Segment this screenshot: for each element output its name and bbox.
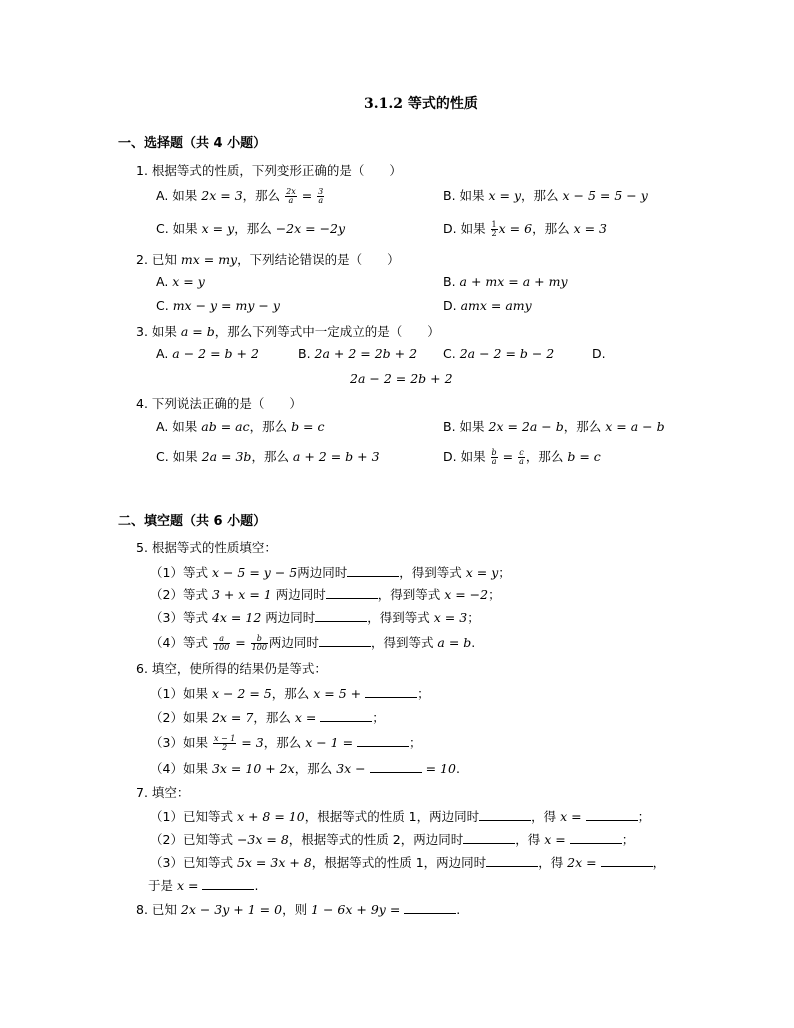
q1-option-c[interactable]: C. 如果 x = y，那么 −2x = −2y (156, 221, 346, 236)
q3-option-d-label[interactable]: D. (592, 346, 606, 361)
q6-item-2: （2）如果 2x = 7，那么 x = ； (150, 710, 385, 725)
q2-option-b[interactable]: B. a + mx = a + my (443, 274, 568, 289)
q7-item-3-continued: 于是 x = . (148, 878, 259, 893)
q4-option-b[interactable]: B. 如果 2x = 2a − b，那么 x = a − b (443, 419, 665, 434)
q1-option-d[interactable]: D. 如果 $\frac{1}{2}$ x = 6，那么 x = 3 (443, 220, 607, 238)
q2-option-a[interactable]: A. x = y (156, 274, 205, 289)
answer-blank[interactable] (570, 831, 622, 844)
fraction: $\frac{b}{100}$ (251, 634, 267, 652)
section-heading-choice: 一、选择题（共 4 小题） (118, 136, 267, 151)
q5-item-4: （4）等式 $\frac{a}{100}$ = $\frac{b}{100}$ 两边同时 ，得到等式 a = b. (150, 634, 476, 652)
q1-option-a[interactable]: A. 如果 2x = 3，那么 $\frac{2x}{a}$ = $\frac{3}{a}$ (156, 187, 324, 205)
answer-blank[interactable] (320, 709, 372, 722)
answer-blank[interactable] (370, 760, 422, 773)
answer-blank[interactable] (601, 854, 653, 867)
q3-option-c[interactable]: C. 2a − 2 = b − 2 (443, 346, 555, 361)
page-title: 3.1.2 等式的性质 (364, 96, 478, 112)
q3-option-b[interactable]: B. 2a + 2 = 2b + 2 (298, 346, 418, 361)
question-3-stem: 3. 如果 a = b，那么下列等式中一定成立的是（ ） (136, 324, 440, 339)
answer-blank[interactable] (365, 685, 417, 698)
q6-item-1: （1）如果 x − 2 = 5，那么 x = 5 + ； (150, 686, 430, 701)
q3-option-d-equation: 2a − 2 = 2b + 2 (350, 371, 453, 386)
answer-blank[interactable] (586, 808, 638, 821)
answer-blank[interactable] (463, 831, 515, 844)
fraction: $\frac{c}{a}$ (519, 448, 524, 466)
question-5-stem: 5. 根据等式的性质填空： (136, 540, 277, 555)
question-1-stem: 1. 根据等式的性质，下列变形正确的是（ ） (136, 163, 402, 178)
fraction: $\frac{x - 1}{2}$ (213, 734, 236, 752)
q4-option-a[interactable]: A. 如果 ab = ac，那么 b = c (156, 419, 325, 434)
question-7-stem: 7. 填空： (136, 785, 190, 800)
answer-blank[interactable] (315, 609, 367, 622)
q4-option-c[interactable]: C. 如果 2a = 3b，那么 a + 2 = b + 3 (156, 449, 380, 464)
q5-item-3: （3）等式 4x = 12 两边同时 ，得到等式 x = 3； (150, 610, 480, 625)
q4-option-d[interactable]: D. 如果 $\frac{b}{a}$ = $\frac{c}{a}$ ，那么 b = c (443, 448, 601, 466)
q2-option-c[interactable]: C. mx − y = my − y (156, 298, 280, 313)
question-6-stem: 6. 填空，使所得的结果仍是等式： (136, 661, 327, 676)
question-2-stem: 2. 已知 mx = my，下列结论错误的是（ ） (136, 252, 400, 267)
question-4-stem: 4. 下列说法正确的是（ ） (136, 396, 302, 411)
q6-item-4: （4）如果 3x = 10 + 2x，那么 3x − = 10. (150, 761, 460, 776)
q2-option-d[interactable]: D. amx = amy (443, 298, 532, 313)
answer-blank[interactable] (202, 877, 254, 890)
answer-blank[interactable] (326, 586, 378, 599)
q7-item-3: （3）已知等式 5x = 3x + 8，根据等式的性质 1，两边同时 ，得 2x = ， (150, 855, 666, 870)
fraction: $\frac{3}{a}$ (318, 187, 324, 205)
fraction: $\frac{a}{100}$ (213, 634, 230, 652)
fraction: $\frac{b}{a}$ (491, 448, 497, 466)
answer-blank[interactable] (404, 901, 456, 914)
q6-item-3: （3）如果 $\frac{x - 1}{2}$ = 3，那么 x − 1 = ； (150, 734, 422, 752)
fraction: $\frac{2x}{a}$ (286, 187, 296, 205)
question-8: 8. 已知 2x − 3y + 1 = 0，则 1 − 6x + 9y = . (136, 902, 461, 917)
answer-blank[interactable] (319, 634, 371, 647)
answer-blank[interactable] (479, 808, 531, 821)
answer-blank[interactable] (347, 564, 399, 577)
answer-blank[interactable] (357, 734, 409, 747)
q5-item-2: （2）等式 3 + x = 1 两边同时 ，得到等式 x = −2； (150, 587, 501, 602)
q3-option-a[interactable]: A. a − 2 = b + 2 (156, 346, 259, 361)
q7-item-2: （2）已知等式 −3x = 8，根据等式的性质 2，两边同时 ，得 x = ； (150, 832, 635, 847)
answer-blank[interactable] (486, 854, 538, 867)
q7-item-1: （1）已知等式 x + 8 = 10，根据等式的性质 1，两边同时 ，得 x = ； (150, 809, 651, 824)
q1-option-b[interactable]: B. 如果 x = y，那么 x − 5 = 5 − y (443, 188, 648, 203)
section-heading-fill: 二、填空题（共 6 小题） (118, 514, 267, 529)
q5-item-1: （1）等式 x − 5 = y − 5两边同时 ，得到等式 x = y； (150, 565, 511, 580)
fraction: $\frac{1}{2}$ (491, 220, 497, 238)
